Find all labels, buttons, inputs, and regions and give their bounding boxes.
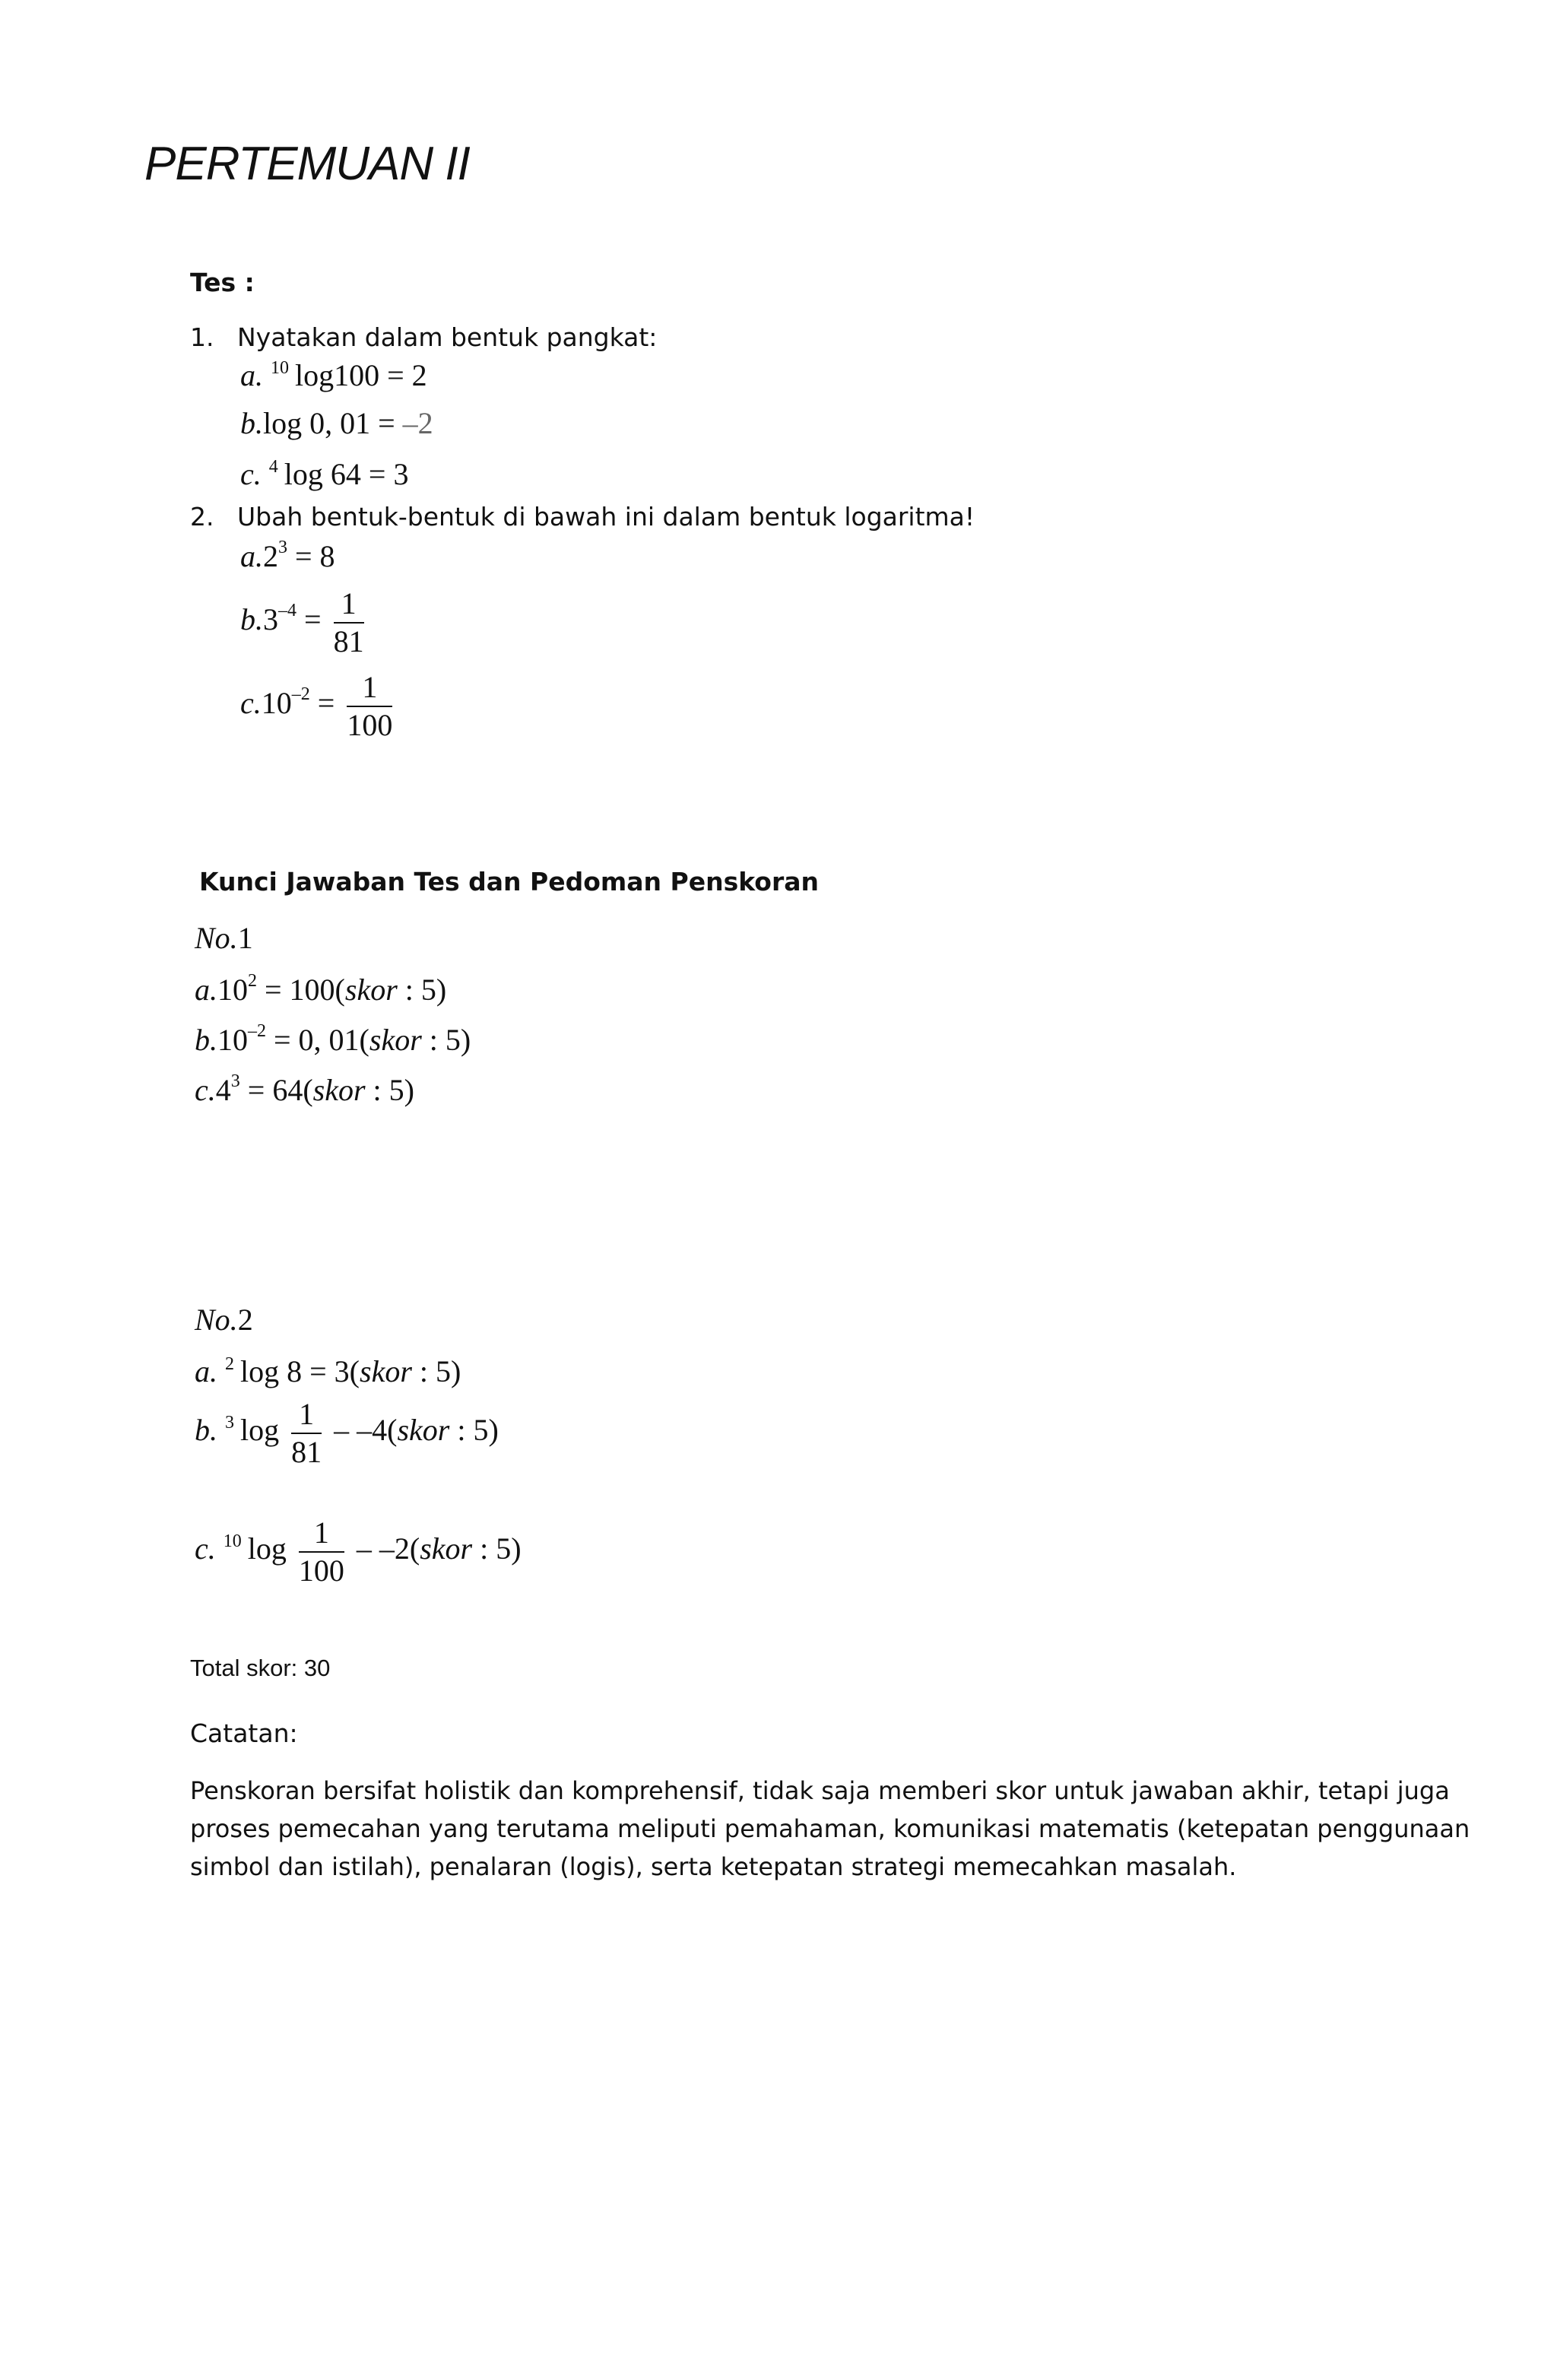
question-1b [240, 405, 433, 441]
power-exponent: 3 [278, 538, 287, 557]
answer-1c [195, 1072, 414, 1108]
score-value: : 5) [480, 1531, 522, 1566]
score-word: skor [420, 1531, 473, 1566]
notes-line: proses pemecahan yang terutama meliputi pemahaman, komunikasi matematis (ketepatan penggunaan [190, 1814, 1470, 1843]
item-label: c. [195, 1531, 216, 1566]
score-word: skor [397, 1413, 450, 1448]
score-value: : 5) [373, 1073, 414, 1107]
denominator: 100 [347, 708, 393, 742]
answer-2a [195, 1353, 461, 1389]
log-base: 10 [223, 1531, 242, 1552]
power-exponent: 2 [248, 971, 257, 991]
log-base: 3 [225, 1413, 234, 1433]
total-score: Total skor: 30 [190, 1655, 331, 1681]
item-label: b. [240, 406, 263, 440]
equals-sign: = [304, 602, 322, 637]
question-2-number: 2. [190, 502, 214, 532]
score-value: : 5) [457, 1413, 499, 1448]
item-label: c. [240, 686, 262, 721]
notes-paragraph [190, 1772, 1470, 1886]
heading-number: 2 [237, 1303, 253, 1337]
test-heading: Tes : [190, 268, 255, 297]
score-word: skor [312, 1073, 366, 1107]
log-base: 10 [271, 358, 289, 378]
power-base: 2 [263, 539, 278, 573]
power-base: 10 [217, 1023, 248, 1057]
result: – –2( [356, 1531, 420, 1566]
question-1a [240, 357, 427, 393]
answer-2b [195, 1396, 499, 1471]
score-word: skor [360, 1354, 412, 1388]
answer-key-title: Kunci Jawaban Tes dan Pedoman Penskoran [199, 867, 819, 896]
answer-1a [195, 972, 446, 1008]
heading-label: No. [195, 1303, 238, 1337]
notes-line: simbol dan istilah), penalaran (logis), serta ketepatan strategi memecahkan masalah. [190, 1852, 1237, 1881]
page-title: PERTEMUAN II [144, 138, 470, 190]
result: = 0, 01( [274, 1023, 369, 1057]
notes-label: Catatan: [190, 1718, 298, 1748]
score-value: : 5) [404, 973, 447, 1007]
answer-1-heading [195, 920, 253, 956]
result: = 3 [368, 457, 409, 491]
answer-2-heading [195, 1302, 253, 1338]
power-exponent: 3 [230, 1071, 240, 1091]
log-expression: log 8 = 3( [240, 1354, 360, 1388]
fraction [347, 669, 392, 744]
log-expression: log 0, 01 = [263, 406, 395, 440]
denominator: 81 [291, 1435, 322, 1469]
result: –2 [402, 406, 433, 440]
result: = 100( [265, 973, 345, 1007]
item-label: a. [240, 539, 263, 573]
score-word: skor [344, 973, 398, 1007]
power-exponent: –2 [248, 1021, 266, 1041]
fraction [299, 1515, 344, 1589]
answer-2c [195, 1515, 522, 1589]
numerator: 1 [299, 1515, 344, 1553]
item-label: a. [240, 358, 263, 392]
heading-label: No. [195, 921, 238, 955]
answer-1b [195, 1022, 471, 1058]
item-label: a. [195, 1354, 217, 1388]
score-value: : 5) [429, 1023, 471, 1057]
power-base: 10 [261, 686, 292, 721]
heading-number: 1 [237, 921, 253, 955]
item-label: c. [195, 1073, 216, 1107]
question-2c [240, 669, 397, 744]
log-expression: log100 [295, 358, 380, 392]
result: = 2 [387, 358, 427, 392]
score-value: : 5) [419, 1354, 461, 1388]
question-2a [240, 538, 335, 574]
result: = 8 [295, 539, 335, 573]
notes-line: Penskoran bersifat holistik dan komprehensif, tidak saja memberi skor untuk jawaban akhir, tetapi juga [190, 1776, 1450, 1805]
fraction [334, 585, 364, 660]
result: = 64( [247, 1073, 313, 1107]
question-1-text: Nyatakan dalam bentuk pangkat: [237, 322, 658, 352]
item-label: c. [240, 457, 262, 491]
log-expression: log 64 [284, 457, 361, 491]
log-word: log [240, 1413, 280, 1448]
numerator: 1 [334, 585, 364, 624]
power-base: 4 [215, 1073, 231, 1107]
question-2-text: Ubah bentuk-bentuk di bawah ini dalam bentuk logaritma! [237, 502, 975, 532]
power-exponent: –4 [278, 601, 296, 621]
result: – –4( [334, 1413, 398, 1448]
power-base: 10 [217, 973, 248, 1007]
log-base: 2 [225, 1354, 234, 1374]
log-base: 4 [268, 457, 278, 477]
numerator: 1 [347, 669, 392, 707]
numerator: 1 [291, 1396, 322, 1434]
question-1c [240, 456, 408, 492]
item-label: b. [195, 1023, 217, 1057]
power-exponent: –2 [291, 684, 310, 705]
item-label: b. [195, 1413, 217, 1448]
equals-sign: = [317, 686, 335, 721]
question-1-number: 1. [190, 322, 214, 352]
log-word: log [247, 1531, 287, 1566]
item-label: b. [240, 602, 263, 637]
power-base: 3 [263, 602, 278, 637]
fraction [291, 1396, 322, 1471]
score-word: skor [369, 1023, 422, 1057]
item-label: a. [195, 973, 217, 1007]
question-2b [240, 585, 369, 660]
denominator: 81 [333, 624, 364, 658]
denominator: 100 [298, 1553, 344, 1588]
